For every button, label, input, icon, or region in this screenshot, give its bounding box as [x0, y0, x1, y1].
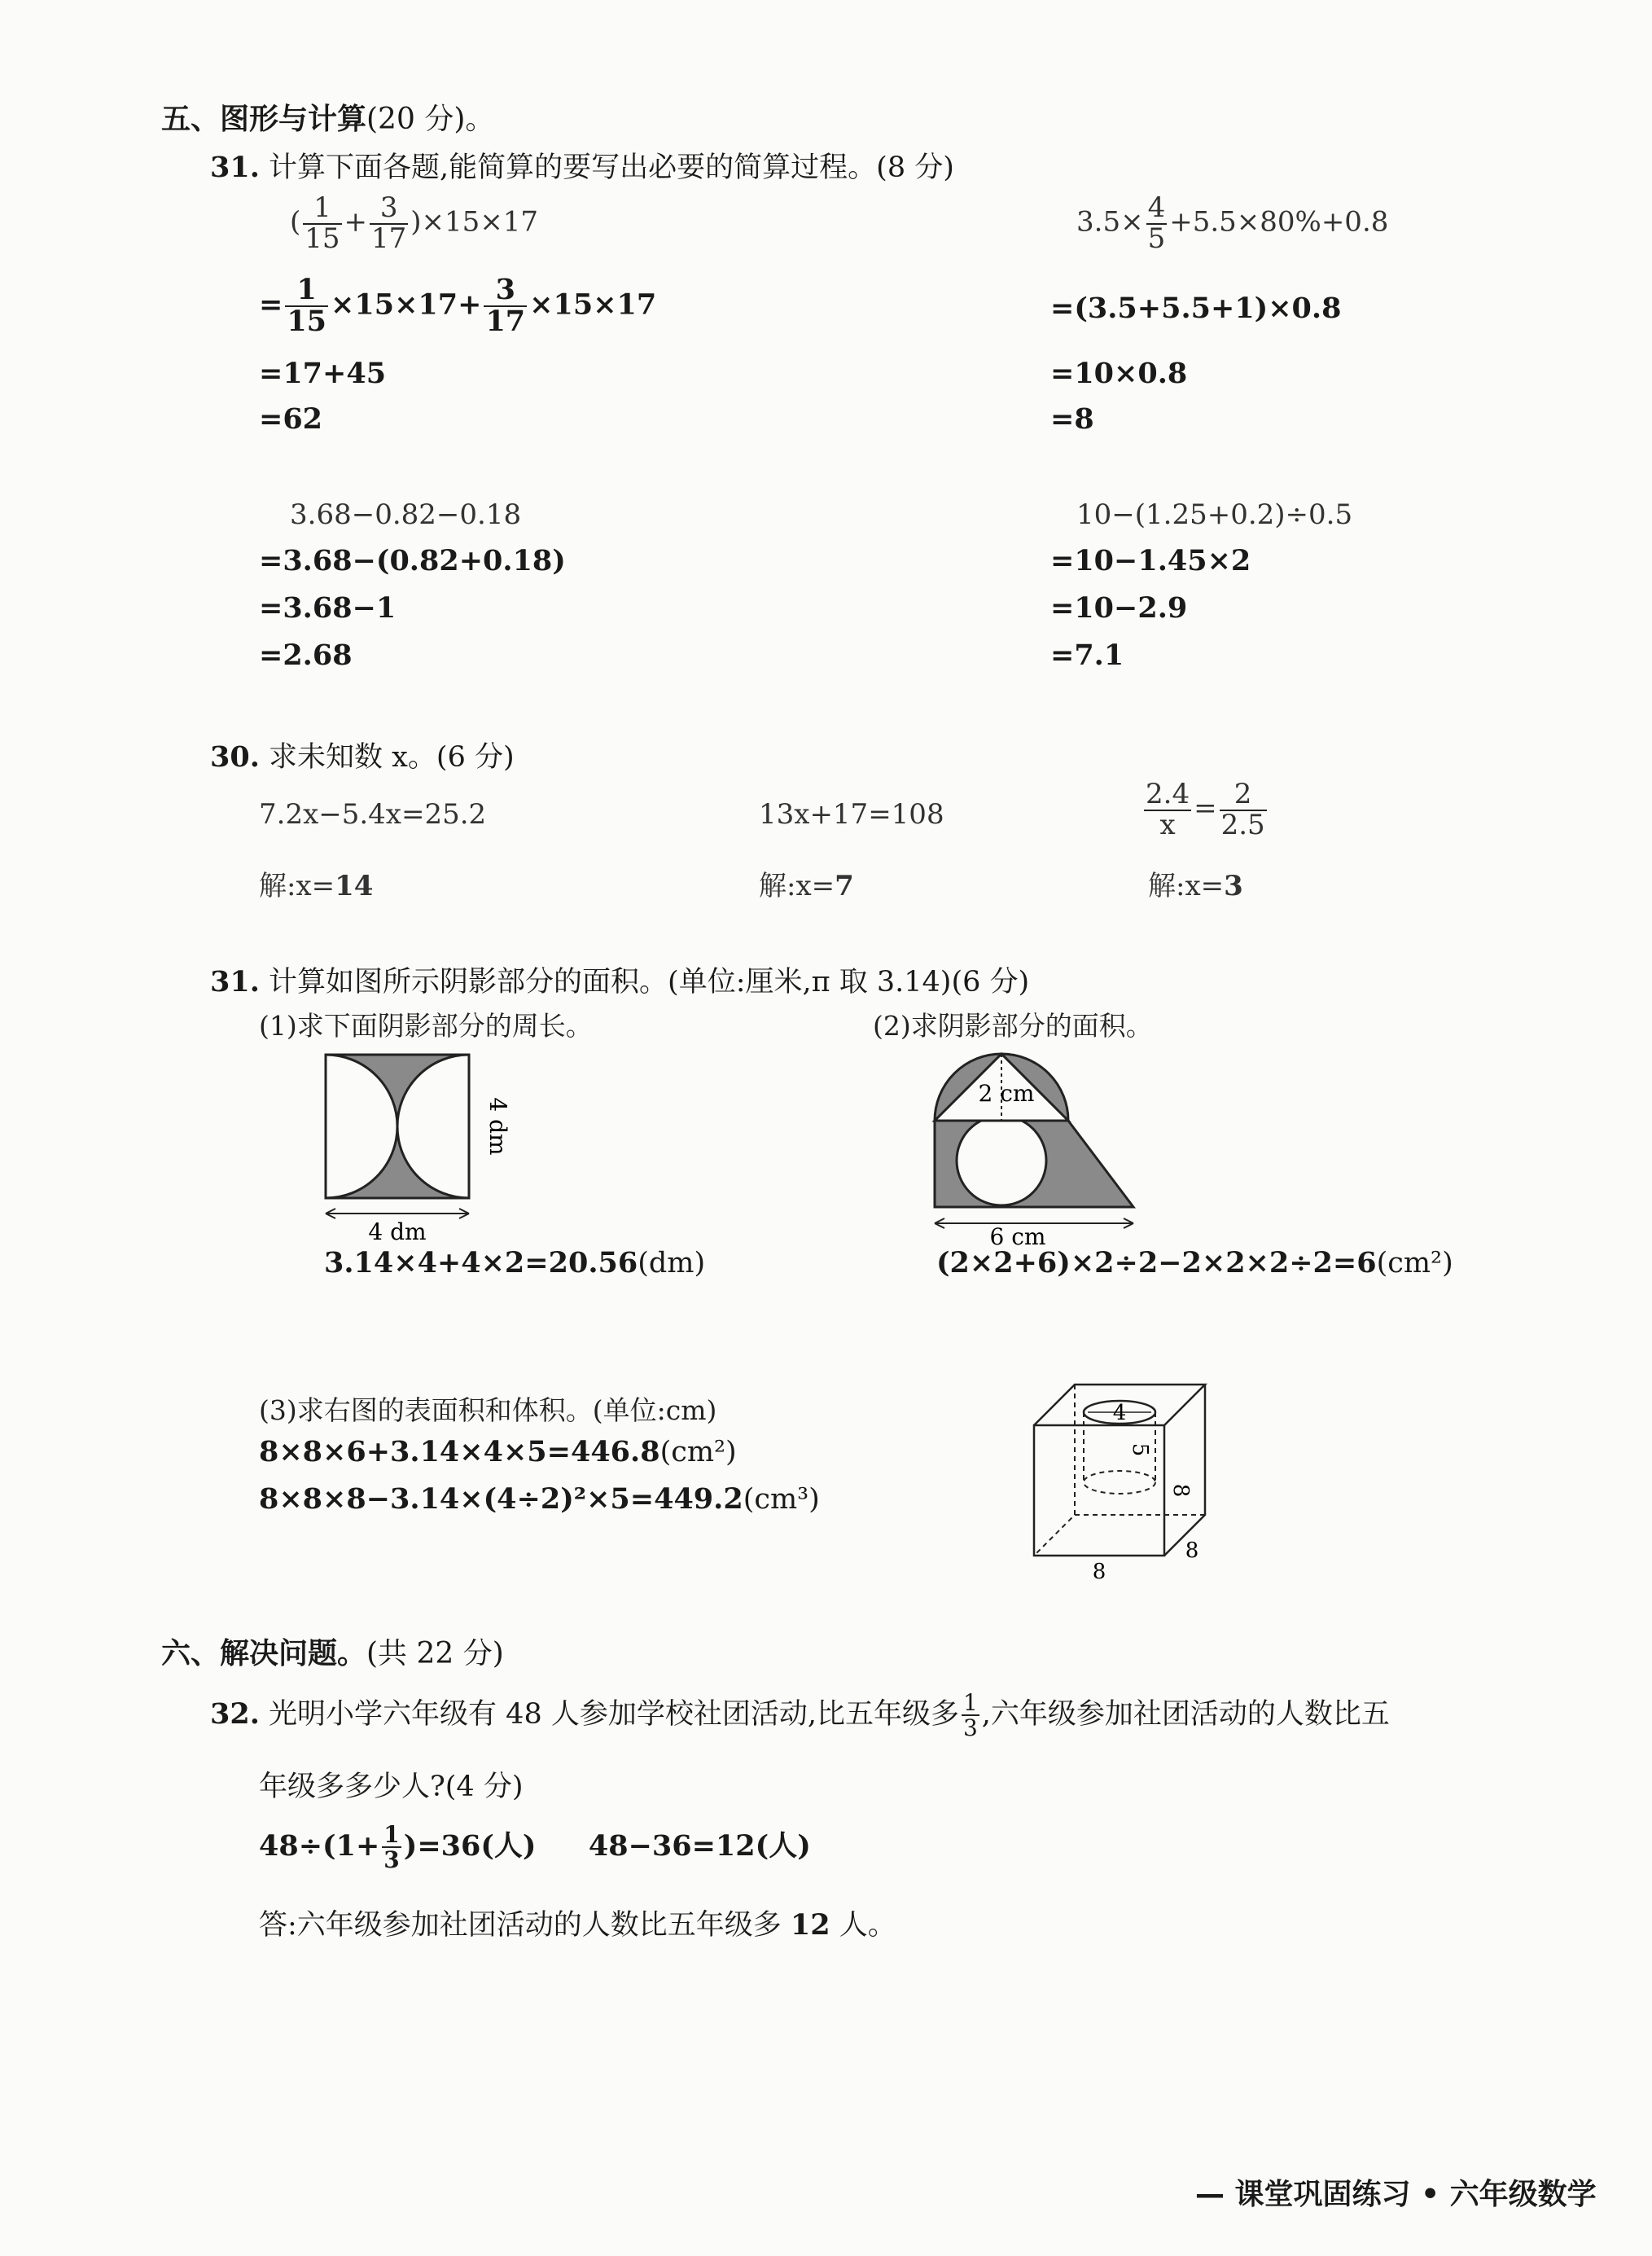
page-footer: — 课堂巩固练习 • 六年级数学: [1195, 2178, 1597, 2211]
unit: (dm): [638, 1247, 706, 1279]
question-text: 光明小学六年级有 48 人参加学校社团活动,比五年级多: [269, 1697, 959, 1731]
fraction-denominator: 3: [383, 1846, 400, 1874]
equals: =: [259, 287, 283, 322]
bottom-dimension-label: 6 cm: [989, 1223, 1046, 1246]
fraction-denominator: 3: [962, 1714, 978, 1742]
question-32-answer: [259, 1823, 811, 1872]
problem-2-step-2: =10×0.8: [1050, 357, 1188, 390]
question-text: 求未知数 x。(6 分): [269, 741, 515, 774]
question-number: 31.: [210, 151, 260, 184]
answer-area: [936, 1246, 1453, 1279]
section-title-text: 六、解决问题。: [161, 1637, 367, 1670]
bottom-dimension-label: 4 dm: [368, 1218, 427, 1245]
question-number: 32.: [210, 1696, 260, 1731]
answer-label: 解:x=: [259, 870, 335, 902]
fraction-denominator: 17: [485, 304, 526, 338]
answer-perimeter: [324, 1246, 705, 1279]
unit: (cm²): [1376, 1247, 1453, 1279]
fraction-numerator: 1: [383, 1821, 400, 1848]
expression-tail: ×15×17: [529, 287, 657, 322]
question-text: 计算如图所示阴影部分的面积。(单位:厘米,π 取 3.14)(6 分): [269, 966, 1030, 999]
cube-height-label: 8: [1168, 1483, 1193, 1498]
diameter-label: 4: [1112, 1401, 1127, 1425]
problem-3-step-3: =2.68: [259, 639, 353, 672]
fraction-numerator: 3: [370, 194, 408, 225]
answer-volume: [259, 1482, 820, 1516]
question-31-calc: [210, 145, 954, 186]
subquestion-2: (2)求阴影部分的面积。: [873, 1010, 1153, 1042]
section-six-title: [161, 1631, 504, 1672]
operator: +: [344, 205, 368, 239]
cube-width-label: 8: [1092, 1560, 1106, 1584]
problem-3-step-2: =3.68−1: [259, 591, 397, 625]
subquestion-1: (1)求下面阴影部分的周长。: [259, 1010, 593, 1042]
section-score: (共 22 分): [366, 1637, 504, 1670]
fraction-denominator: 15: [305, 222, 340, 255]
answer-value: 3: [1224, 870, 1243, 902]
problem-2-step-1: =(3.5+5.5+1)×0.8: [1050, 292, 1342, 325]
problem-1-step-3: =62: [259, 402, 323, 436]
answer-label: 解:x=: [1148, 870, 1225, 902]
fraction-denominator: 5: [1147, 222, 1166, 255]
question-number: 30.: [210, 740, 260, 774]
section-score: (20 分)。: [366, 103, 495, 136]
fraction-numerator: 1: [285, 275, 328, 307]
answer-expression: 8×8×6+3.14×4×5=446.8: [259, 1435, 660, 1468]
question-31-area: [210, 959, 1029, 1000]
problem-4-expression: 10−(1.25+0.2)÷0.5: [1076, 498, 1353, 531]
equation-3: [1142, 780, 1269, 840]
answer-expression-2: 48−36=12(人): [588, 1828, 811, 1863]
fraction-denominator: 17: [371, 222, 407, 255]
problem-3-expression: 3.68−0.82−0.18: [290, 498, 522, 531]
fraction-denominator: 2.5: [1220, 808, 1265, 841]
question-32-line-1: [210, 1691, 1390, 1740]
fraction-numerator: 4: [1147, 191, 1166, 224]
reply-number: 12: [790, 1908, 830, 1942]
expression-tail: +5.5×80%+0.8: [1169, 205, 1389, 239]
problem-1-expression: [290, 191, 539, 255]
fraction-numerator: 2: [1220, 780, 1267, 811]
problem-2-expression: [1076, 191, 1389, 255]
height-label: 2 cm: [978, 1080, 1035, 1107]
figure-circle-trapezoid: [928, 1051, 1140, 1246]
inner-white-circle: [957, 1116, 1046, 1205]
expression-head: 48÷(1+: [259, 1828, 380, 1863]
question-32-line-2: 年级多多少人?(4 分): [259, 1771, 524, 1803]
answer-value: 14: [335, 870, 374, 902]
equals: =: [1194, 792, 1217, 825]
figure-cube-cylinder: [1018, 1376, 1229, 1596]
answer-value: 7: [835, 870, 854, 902]
reply-text: 人。: [830, 1909, 896, 1942]
problem-4-step-1: =10−1.45×2: [1050, 544, 1251, 577]
fraction-numerator: 3: [484, 275, 527, 307]
fraction-numerator: 1: [962, 1689, 978, 1716]
problem-3-step-1: =3.68−(0.82+0.18): [259, 544, 566, 577]
question-30: [210, 735, 515, 775]
unit: (cm³): [743, 1483, 820, 1516]
shaded-region: [326, 1055, 469, 1198]
question-32-reply: [259, 1903, 896, 1943]
question-number: 31.: [210, 965, 260, 999]
cube-depth-label: 8: [1185, 1538, 1199, 1563]
cylinder-bottom: [1084, 1471, 1155, 1494]
answer-label: 解:x=: [759, 870, 835, 902]
problem-4-step-2: =10−2.9: [1050, 591, 1188, 625]
expression-tail: )×15×17: [410, 205, 539, 239]
answer-expression: (2×2+6)×2÷2−2×2×2÷2=6: [936, 1246, 1377, 1279]
question-text: ,六年级参加社团活动的人数比五: [981, 1697, 1390, 1731]
answer-surface-area: [259, 1435, 737, 1468]
fraction-numerator: 2.4: [1146, 778, 1190, 810]
section-title-text: 五、图形与计算: [161, 103, 367, 136]
fraction-denominator: x: [1159, 808, 1176, 841]
expression-middle: ×15×17+: [331, 287, 482, 322]
fraction-denominator: 15: [287, 304, 327, 338]
paren: (: [290, 205, 301, 239]
answer-1: [259, 863, 373, 903]
problem-2-step-3: =8: [1050, 402, 1094, 436]
answer-2: [759, 863, 854, 903]
problem-1-step-1: [259, 275, 656, 337]
side-dimension-label: 4 dm: [484, 1097, 511, 1156]
cylinder-height-label: 5: [1128, 1442, 1152, 1457]
equation-2: 13x+17=108: [759, 798, 944, 831]
section-five-title: [161, 96, 494, 138]
equation-1: 7.2x−5.4x=25.2: [259, 798, 487, 831]
subquestion-3: (3)求右图的表面积和体积。(单位:cm): [259, 1394, 717, 1426]
answer-expression: 8×8×8−3.14×(4÷2)²×5=449.2: [259, 1482, 743, 1516]
answer-3: [1148, 863, 1243, 903]
fraction-numerator: 1: [303, 194, 341, 225]
problem-4-step-3: =7.1: [1050, 639, 1124, 672]
reply-text: 答:六年级参加社团活动的人数比五年级多: [259, 1909, 791, 1942]
question-text: 计算下面各题,能简算的要写出必要的简算过程。(8 分): [269, 151, 954, 184]
answer-expression: 3.14×4+4×2=20.56: [324, 1246, 638, 1279]
expression-tail: )=36(人): [403, 1828, 537, 1863]
figure-square-semicircles: [318, 1051, 513, 1246]
problem-1-step-2: =17+45: [259, 357, 387, 390]
expression-head: 3.5×: [1076, 205, 1144, 239]
unit: (cm²): [659, 1436, 737, 1468]
